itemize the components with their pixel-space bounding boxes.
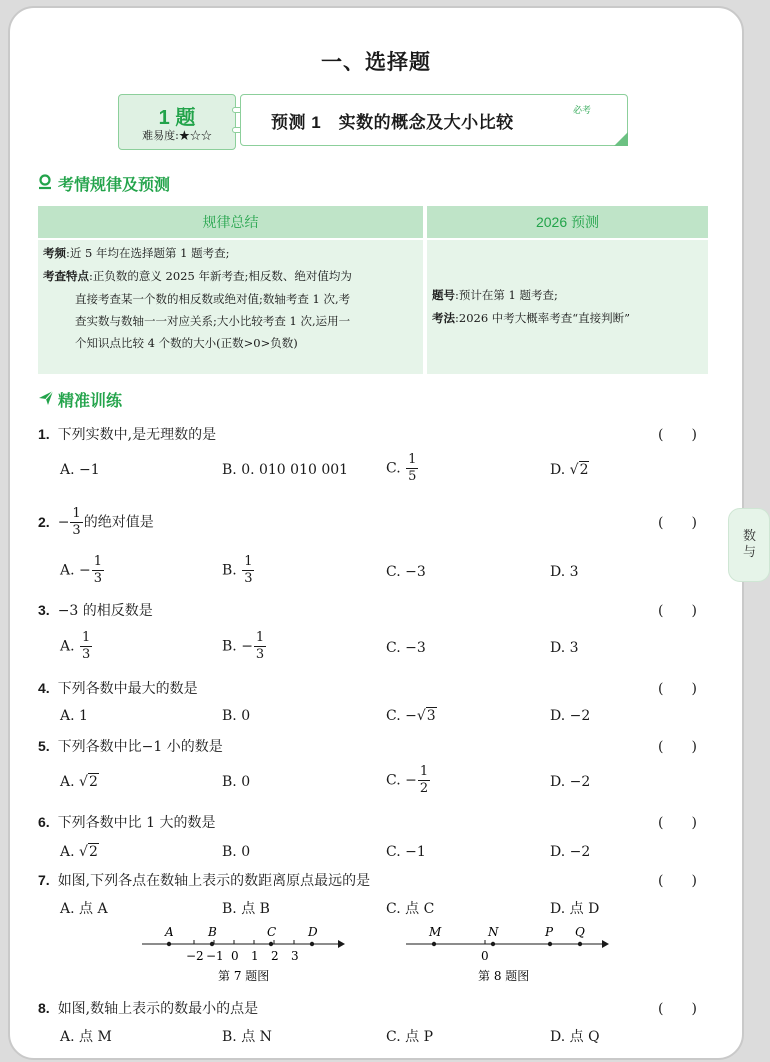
question-number: 1. xyxy=(38,426,50,442)
denominator: 3 xyxy=(93,571,103,586)
point-marker xyxy=(210,942,214,946)
question-1 xyxy=(38,424,216,444)
page xyxy=(8,6,757,1060)
option-label: C. − xyxy=(386,708,417,724)
section-title: 一、选择题 xyxy=(321,51,431,74)
square-root: √3 xyxy=(416,708,436,724)
q3-option-a[interactable] xyxy=(60,630,93,663)
question-number: 8. xyxy=(38,1000,50,1016)
option-label: A. xyxy=(60,638,75,655)
question-number: 5. xyxy=(38,738,50,754)
option-label: C. − xyxy=(386,772,417,789)
option-label: B. − xyxy=(222,638,253,655)
fraction xyxy=(80,630,92,663)
q2-option-d[interactable]: D. 3 xyxy=(550,564,579,580)
question-stem: 下列实数中,是无理数的是 xyxy=(57,427,217,443)
tick-label: 3 xyxy=(291,949,299,963)
prediction-box xyxy=(240,94,628,146)
text-features-4: 个知识点比较 4 个数的大小(正数>0>负数) xyxy=(75,336,298,350)
origin-label: 0 xyxy=(481,949,489,963)
q3-option-b[interactable] xyxy=(222,630,267,663)
question-stem: −3 的相反数是 xyxy=(57,603,153,619)
denominator: 3 xyxy=(244,571,253,586)
q7-option-a[interactable]: A. 点 A xyxy=(60,901,108,917)
answer-blank-6[interactable]: ( ) xyxy=(658,815,697,831)
point-marker xyxy=(432,942,436,946)
q8-option-c[interactable]: C. 点 P xyxy=(386,1029,433,1045)
fraction xyxy=(92,554,104,587)
square-root: √2 xyxy=(569,462,589,478)
point-label: N xyxy=(488,925,499,939)
question-stem: 的绝对值是 xyxy=(83,514,154,531)
answer-blank-8[interactable]: ( ) xyxy=(658,1001,697,1017)
location-pin-icon xyxy=(38,174,52,190)
denominator: 3 xyxy=(255,647,265,662)
answer-blank-5[interactable]: ( ) xyxy=(658,739,697,755)
q6-option-a[interactable] xyxy=(60,844,99,860)
point-label: A xyxy=(165,925,174,939)
option-label: A. − xyxy=(60,562,91,579)
text-frequency: :近 5 年均在选择题第 1 题考查; xyxy=(66,246,230,260)
topic-number-box xyxy=(118,94,236,150)
answer-blank-1[interactable]: ( ) xyxy=(658,427,697,443)
point-label: B xyxy=(208,925,217,939)
answer-blank-4[interactable]: ( ) xyxy=(658,681,697,697)
q5-option-c[interactable] xyxy=(386,764,431,797)
q6-option-c[interactable]: C. −1 xyxy=(386,844,426,860)
table-header-prediction: 2026 预测 xyxy=(427,206,708,238)
numerator: 1 xyxy=(82,630,91,645)
point-marker xyxy=(269,942,273,946)
trend-table xyxy=(38,206,708,370)
tick-label: 2 xyxy=(271,949,279,963)
q6-option-b[interactable]: B. 0 xyxy=(222,844,251,860)
fraction xyxy=(418,764,430,797)
text-question-no: :预计在第 1 题考查; xyxy=(455,288,558,302)
answer-blank-3[interactable]: ( ) xyxy=(658,603,697,619)
fraction xyxy=(70,506,82,539)
paper-plane-icon xyxy=(38,390,54,406)
q3-option-d[interactable]: D. 3 xyxy=(550,640,579,656)
q4-option-a[interactable]: A. 1 xyxy=(60,708,88,724)
q8-option-a[interactable]: A. 点 M xyxy=(60,1029,112,1045)
fraction xyxy=(242,554,254,587)
question-7 xyxy=(38,870,370,890)
question-6 xyxy=(38,812,216,832)
q5-option-b[interactable]: B. 0 xyxy=(222,774,251,790)
question-number: 3. xyxy=(38,602,50,618)
denominator: 2 xyxy=(419,781,429,796)
q3-option-c[interactable]: C. −3 xyxy=(386,640,426,656)
numerator: 1 xyxy=(408,452,417,467)
q8-option-d[interactable]: D. 点 Q xyxy=(550,1029,600,1045)
axis-arrow xyxy=(338,940,345,948)
figure-7-number-line xyxy=(138,918,348,988)
point-marker xyxy=(548,942,552,946)
option-label: D. xyxy=(550,462,566,478)
tick-label: 0 xyxy=(231,949,239,963)
q7-option-c[interactable]: C. 点 C xyxy=(386,901,435,917)
option-label: B. xyxy=(222,562,237,579)
fraction xyxy=(406,452,418,485)
q2-option-a[interactable] xyxy=(60,554,105,587)
side-chapter-tab[interactable] xyxy=(728,508,770,582)
q1-option-b[interactable]: B. 0. 010 010 001 xyxy=(222,462,349,478)
figure-8-number-line xyxy=(402,918,612,988)
point-label: M xyxy=(429,925,442,939)
question-number: 6. xyxy=(38,814,50,830)
q2-option-c[interactable]: C. −3 xyxy=(386,564,426,580)
table-cell-prediction xyxy=(427,240,708,374)
q1-option-d[interactable] xyxy=(550,462,589,478)
question-5 xyxy=(38,736,223,756)
question-number: 2. xyxy=(38,513,50,530)
q8-option-b[interactable]: B. 点 N xyxy=(222,1029,272,1045)
question-number: 4. xyxy=(38,680,50,696)
q4-option-c[interactable] xyxy=(386,708,437,724)
radicand: 3 xyxy=(426,708,436,724)
square-root: √2 xyxy=(79,844,98,860)
heading-training-text: 精准训练 xyxy=(58,393,123,410)
numerator: 1 xyxy=(93,554,103,569)
figure-7-caption: 第 7 题图 xyxy=(218,969,270,983)
option-label: A. xyxy=(60,774,75,790)
text-features-1: :正负数的意义 2025 年新考查;相反数、绝对值均为 xyxy=(89,269,352,283)
corner-fold xyxy=(614,132,628,146)
option-label: C. xyxy=(386,460,401,477)
q1-option-a[interactable]: A. −1 xyxy=(60,462,100,478)
question-stem: 下列各数中比 1 大的数是 xyxy=(57,815,216,831)
topic-number: 1 题 xyxy=(158,107,196,129)
text-features-2: 直接考查某一个数的相反数或绝对值;数轴考查 1 次,考 xyxy=(75,292,351,306)
radicand: 2 xyxy=(579,462,589,478)
text-features-3: 查实数与数轴一一对应关系;大小比较考查 1 次,运用一 xyxy=(75,314,351,328)
must-test-badge: 必考 xyxy=(573,106,592,116)
label-method: 考法 xyxy=(432,313,455,325)
question-8 xyxy=(38,998,258,1018)
table-cell-summary xyxy=(38,240,423,374)
denominator: 5 xyxy=(408,469,417,484)
denominator: 3 xyxy=(82,647,91,662)
label-question-no: 题号 xyxy=(432,290,455,302)
point-label: Q xyxy=(575,925,585,939)
numerator: 1 xyxy=(419,764,429,779)
table-header-summary: 规律总结 xyxy=(38,206,423,238)
tick-label: 1 xyxy=(251,949,259,963)
point-marker xyxy=(310,942,314,946)
figure-8-caption: 第 8 题图 xyxy=(478,969,530,983)
square-root: √2 xyxy=(79,774,98,790)
axis-arrow xyxy=(602,940,609,948)
fraction xyxy=(254,630,266,663)
q4-option-d[interactable]: D. −2 xyxy=(550,708,591,724)
q5-option-d[interactable]: D. −2 xyxy=(550,774,591,790)
denominator: 3 xyxy=(72,523,81,538)
heading-exam-trends-text: 考情规律及预测 xyxy=(58,177,171,194)
numerator: 1 xyxy=(244,554,253,569)
question-number: 7. xyxy=(38,872,50,888)
q6-option-d[interactable]: D. −2 xyxy=(550,844,591,860)
answer-blank-7[interactable]: ( ) xyxy=(658,873,697,889)
point-marker xyxy=(167,942,171,946)
point-label: P xyxy=(545,925,554,939)
option-label: A. xyxy=(60,844,75,860)
label-frequency: 考频 xyxy=(43,248,66,260)
point-marker xyxy=(578,942,582,946)
radicand: 2 xyxy=(88,844,98,860)
tick-label: −2 xyxy=(186,949,204,963)
q4-option-b[interactable]: B. 0 xyxy=(222,708,251,724)
question-4 xyxy=(38,678,198,698)
minus-sign: − xyxy=(57,514,70,531)
q7-option-b[interactable]: B. 点 B xyxy=(222,901,270,917)
question-stem: 下列各数中比−1 小的数是 xyxy=(57,739,223,755)
q5-option-a[interactable] xyxy=(60,774,99,790)
q2-option-b[interactable] xyxy=(222,554,255,587)
point-label: C xyxy=(267,925,277,939)
answer-blank-2[interactable]: ( ) xyxy=(658,515,697,531)
question-2 xyxy=(38,506,154,539)
prediction-title: 预测 1 实数的概念及大小比较 xyxy=(271,113,514,132)
question-stem: 下列各数中最大的数是 xyxy=(57,681,198,697)
text-method: :2026 中考大概率考查“直接判断” xyxy=(455,311,631,325)
tick-label: −1 xyxy=(206,949,224,963)
difficulty: 难易度:★☆☆ xyxy=(142,129,212,142)
question-3 xyxy=(38,600,153,620)
q1-option-c[interactable] xyxy=(386,452,419,485)
numerator: 1 xyxy=(255,630,265,645)
q7-option-d[interactable]: D. 点 D xyxy=(550,901,600,917)
question-stem: 如图,下列各点在数轴上表示的数距离原点最远的是 xyxy=(57,873,371,889)
side-tab-text: 数 与 xyxy=(743,529,757,560)
point-marker xyxy=(491,942,495,946)
numerator: 1 xyxy=(72,506,81,521)
question-stem: 如图,数轴上表示的数最小的点是 xyxy=(57,1001,259,1017)
point-label: D xyxy=(308,925,318,939)
radicand: 2 xyxy=(88,774,98,790)
label-features: 考查特点 xyxy=(43,271,89,283)
